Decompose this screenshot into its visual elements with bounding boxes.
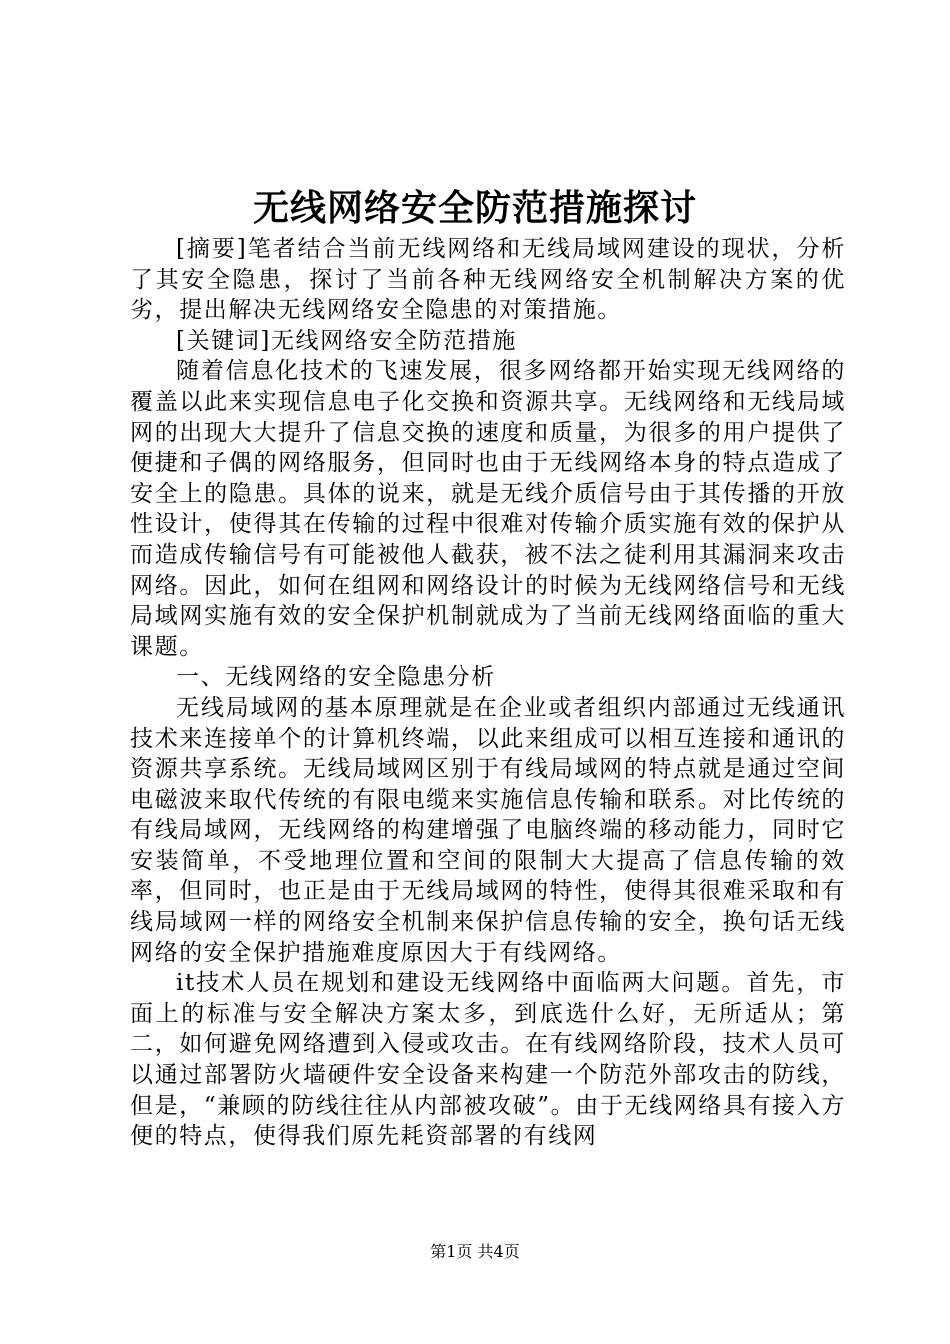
abstract-paragraph: [摘要]笔者结合当前无线网络和无线局域网建设的现状，分析了其安全隐患，探讨了当前各种无线网络安全机制解决方案的优劣，提出解决无线网络安全隐患的对策措施。: [130, 236, 846, 324]
section-heading: 一、无线网络的安全隐患分析: [176, 664, 496, 691]
document-title: 无线网络安全防范措施探讨: [252, 187, 697, 229]
keywords-paragraph: [关键词]无线网络安全防范措施: [176, 327, 517, 354]
document-body: [130, 234, 846, 1152]
intro-paragraph: 随着信息化技术的飞速发展，很多网络都开始实现无线网络的覆盖以此来实现信息电子化交换和资源共享。无线网络和无线局域网的出现大大提升了信息交换的速度和质量，为很多的用户提供了便捷和子偶的网络服务，但同时也由于无线网络本身的特点造成了安全上的隐患。具体的说来，就是无线介质信号由于其传播的开放性设计，使得其在传输的过程中很难对传输介质实施有效的保护从而造成传输信号有可能被他人截获，被不法之徒利用其漏洞来攻击网络。因此，如何在组网和网络设计的时候为无线网络信号和无线局域网实施有效的安全保护机制就成为了当前无线网络面临的重大课题。: [130, 358, 846, 660]
page-footer: 第1页 共4页: [430, 1242, 520, 1261]
body-paragraph: 无线局域网的基本原理就是在企业或者组织内部通过无线通讯技术来连接单个的计算机终端，以此来组成可以相互连接和通讯的资源共享系统。无线局域网区别于有线局域网的特点就是通过空间电磁波来取代传统的有限电缆来实施信息传输和联系。对比传统的有线局域网，无线网络的构建增强了电脑终端的移动能力，同时它安装简单，不受地理位置和空间的限制大大提高了信息传输的效率，但同时，也正是由于无线局域网的特性，使得其很难采取和有线局域网一样的网络安全机制来保护信息传输的安全，换句话无线网络的安全保护措施难度原因大于有线网络。: [130, 694, 846, 966]
body-paragraph: it技术人员在规划和建设无线网络中面临两大问题。首先，市面上的标准与安全解决方案太多，到底选什么好，无所适从；第二，如何避免网络遭到入侵或攻击。在有线网络阶段，技术人员可以通过部署防火墙硬件安全设备来构建一个防范外部攻击的防线，但是，“兼顾的防线往往从内部被攻破”。由于无线网络具有接入方便的特点，使得我们原先耗资部署的有线网: [130, 970, 846, 1150]
